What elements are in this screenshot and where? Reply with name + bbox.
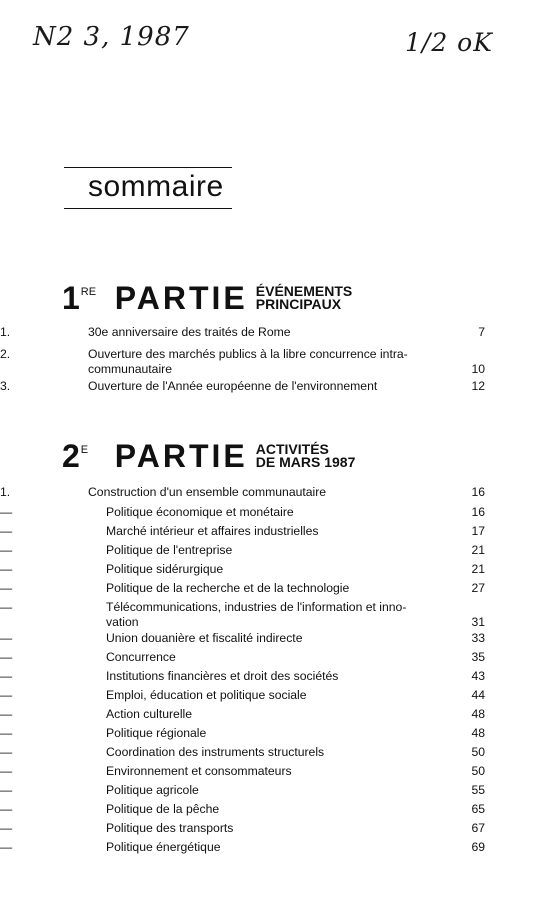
part2-entry-title: Politique de l'entreprise (106, 543, 233, 557)
part2-entry (0, 688, 533, 703)
part2-entry (0, 745, 533, 760)
part2-entry (0, 821, 533, 836)
part2-entry-title: Politique régionale (106, 726, 207, 740)
title-top-rule (64, 167, 232, 168)
part2-entry-page: 50 (471, 745, 485, 759)
part1-number: 1 (62, 280, 80, 316)
part2-entry-title: Politique de la recherche et de la technologie (106, 581, 350, 595)
part1-word: PARTIE (114, 280, 248, 316)
part2-entry (0, 764, 533, 779)
part2-entry-page: 44 (471, 688, 485, 702)
part2-entry-dash: — (0, 840, 13, 854)
part1-entry-number: 1. (0, 325, 11, 339)
part2-entry (0, 726, 533, 741)
part2-entry-page: 43 (471, 669, 485, 683)
part2-entry (0, 485, 533, 500)
part2-entry (0, 543, 533, 558)
part2-entry (0, 505, 533, 520)
part2-entry (0, 802, 533, 817)
part2-entry-page: 16 (471, 485, 485, 499)
part2-entry-title-cont: vation (106, 615, 139, 629)
part2-entry (0, 524, 533, 539)
part2-entry-title: Politique énergétique (106, 840, 221, 854)
part2-entry-page: 69 (471, 840, 485, 854)
part1-ordinal: RE (80, 286, 97, 298)
part2-entry-dash: — (0, 726, 13, 740)
part2-entry-dash: — (0, 669, 13, 683)
part2-entry (0, 650, 533, 665)
part2-entry-title: Politique économique et monétaire (106, 505, 294, 519)
part2-entry-title: Marché intérieur et affaires industrielles (106, 524, 319, 538)
part1-subtitle-line2: PRINCIPAUX (255, 296, 342, 312)
part1-subtitle-line1: ÉVÉNEMENTS (255, 283, 353, 299)
part2-entry-page: 48 (471, 707, 485, 721)
part2-subtitle-line2: DE MARS 1987 (255, 454, 356, 470)
part1-heading (62, 282, 352, 314)
part1-entry-number: 3. (0, 379, 11, 393)
part1-entry-title: Ouverture des marchés publics à la libre concurrence intra- (88, 347, 408, 361)
part1-entry-page: 10 (471, 362, 485, 376)
part2-entry-dash: — (0, 802, 13, 816)
part2-entry-dash: — (0, 600, 13, 614)
part2-entry (0, 600, 533, 629)
part2-entry-dash: — (0, 505, 13, 519)
part2-entry-title: Construction d'un ensemble communautaire (88, 485, 327, 499)
part2-entry-title: Politique des transports (106, 821, 234, 835)
part2-entry-title: Télécommunications, industries de l'information et inno- (106, 600, 407, 614)
part2-entry-page: 21 (471, 562, 485, 576)
part2-entry-dash: — (0, 562, 13, 576)
part2-entry-page: 35 (471, 650, 485, 664)
part1-entry-page: 12 (471, 379, 485, 393)
part2-entry-title: Coordination des instruments structurels (106, 745, 325, 759)
part2-entry-title: Emploi, éducation et politique sociale (106, 688, 307, 702)
part2-entry (0, 562, 533, 577)
part2-subtitle (256, 443, 356, 469)
part2-entry (0, 669, 533, 684)
part1-entry (0, 347, 533, 376)
part2-entry (0, 840, 533, 855)
part2-entry-page: 21 (471, 543, 485, 557)
part2-entry-title: Politique sidérurgique (106, 562, 224, 576)
part2-entry-dash: — (0, 543, 13, 557)
part2-entry-dash: — (0, 631, 13, 645)
part2-entry-page: 67 (471, 821, 485, 835)
part1-entry-number: 2. (0, 347, 11, 361)
part2-entry-dash: — (0, 650, 13, 664)
part2-entry-page: 31 (471, 615, 485, 629)
part2-entry-dash: — (0, 821, 13, 835)
part2-entry-page: 16 (471, 505, 485, 519)
part1-entry (0, 325, 533, 340)
part2-entry (0, 783, 533, 798)
part1-entry-title: 30e anniversaire des traités de Rome (88, 325, 291, 339)
part1-entry (0, 379, 533, 394)
part2-entry-dash: — (0, 764, 13, 778)
part1-entry-title: Ouverture de l'Année européenne de l'environnement (88, 379, 378, 393)
part2-entry-dash: — (0, 783, 13, 797)
part2-entry (0, 581, 533, 596)
part2-entry-title: Concurrence (106, 650, 176, 664)
part2-entry-dash: — (0, 581, 13, 595)
title-bottom-rule (64, 208, 232, 209)
page-title: sommaire (88, 170, 224, 203)
part2-number: 2 (62, 438, 80, 474)
part2-entry-page: 33 (471, 631, 485, 645)
part1-subtitle (256, 285, 352, 311)
part1-entry-title-cont: communautaire (88, 362, 172, 376)
part2-entry-dash: — (0, 707, 13, 721)
part2-entry-title: Institutions financières et droit des sociétés (106, 669, 339, 683)
part1-entry-page: 7 (478, 325, 485, 339)
part2-subtitle-line1: ACTIVITÉS (255, 441, 329, 457)
part2-entry (0, 631, 533, 646)
part2-entry-title: Politique agricole (106, 783, 199, 797)
part2-entry-title: Action culturelle (106, 707, 193, 721)
part2-word: PARTIE (114, 438, 248, 474)
part2-entry-page: 27 (471, 581, 485, 595)
part2-entry-page: 50 (471, 764, 485, 778)
part2-entry-dash: — (0, 524, 13, 538)
part2-entry-title: Politique de la pêche (106, 802, 220, 816)
part2-entry-title: Environnement et consommateurs (106, 764, 292, 778)
part2-entry-page: 48 (471, 726, 485, 740)
part2-entry-page: 17 (471, 524, 485, 538)
handwritten-note-check: 1/2 oK (405, 28, 493, 57)
part2-entry-number: 1. (0, 485, 11, 499)
part2-entry-title: Union douanière et fiscalité indirecte (106, 631, 303, 645)
part2-entry-page: 65 (471, 802, 485, 816)
part2-heading (62, 440, 355, 472)
part2-entry (0, 707, 533, 722)
part2-entry-dash: — (0, 688, 13, 702)
part2-ordinal: E (80, 444, 89, 456)
part2-entry-page: 55 (471, 783, 485, 797)
handwritten-note-issue: N2 3, 1987 (33, 22, 190, 52)
part2-entry-dash: — (0, 745, 13, 759)
